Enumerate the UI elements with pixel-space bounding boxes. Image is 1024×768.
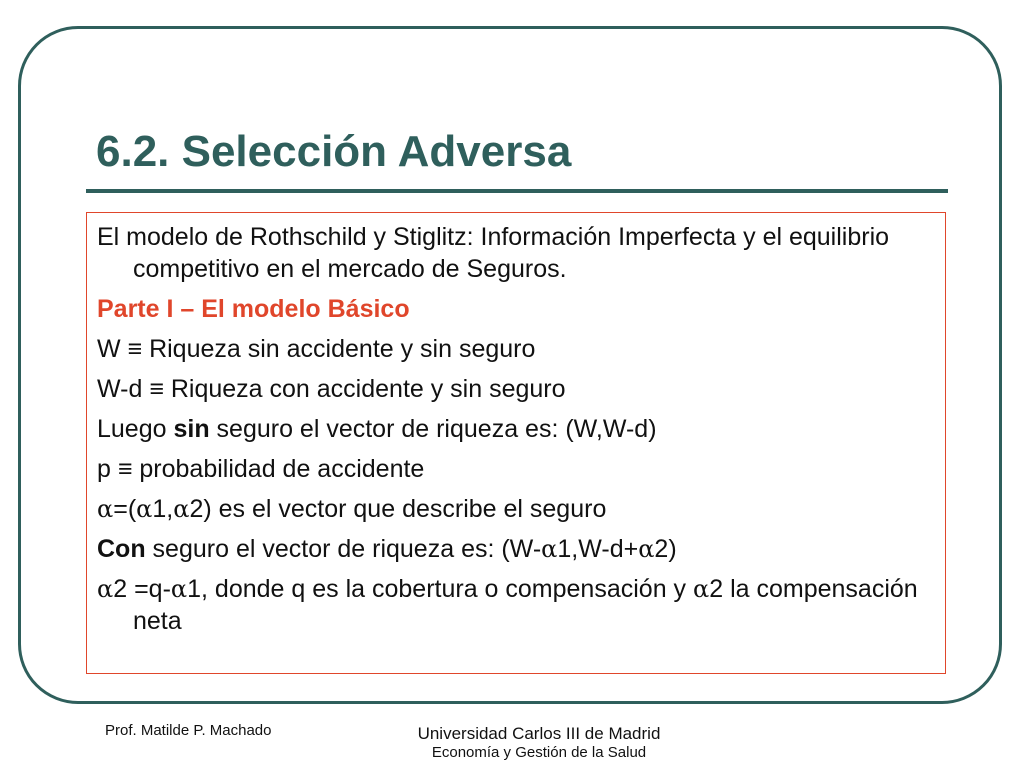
alpha-symbol: α (136, 495, 153, 523)
line-insurance-vector (97, 493, 933, 525)
footer-department: Economía y Gestión de la Salud (431, 744, 647, 761)
text-fragment: 2) (654, 535, 677, 563)
alpha-symbol: α (693, 575, 710, 603)
title-underline (86, 189, 948, 193)
line-wealth-no-accident: W ≡ Riqueza sin accidente y sin seguro (97, 335, 536, 363)
text-fragment: seguro el vector de riqueza es: (W,W-d) (209, 415, 657, 443)
alpha-symbol: α (638, 535, 655, 563)
footer-institution (394, 724, 684, 762)
footer-author: Prof. Matilde P. Machado (105, 722, 272, 739)
alpha-symbol: α (170, 575, 188, 603)
slide-title: 6.2. Selección Adversa (96, 127, 572, 176)
text-fragment: 2 la compensación neta (133, 575, 918, 635)
alpha-symbol: α (541, 535, 558, 563)
text-fragment: Luego (97, 415, 174, 443)
line-vector-without-insurance (97, 413, 933, 445)
bold-word-con: Con (97, 535, 146, 563)
line-vector-with-insurance (97, 533, 933, 565)
text-fragment: =( (113, 495, 137, 523)
alpha-symbol: α (97, 495, 114, 523)
text-fragment: 1,W-d+ (557, 535, 639, 563)
content-box (86, 212, 946, 674)
line-wealth-accident: W-d ≡ Riqueza con accidente y sin seguro (97, 375, 566, 403)
text-fragment: 2 =q- (113, 575, 171, 603)
line-model-intro: El modelo de Rothschild y Stiglitz: Información Imperfecta y el equilibrio competitivo en el mercado de Seguros. (97, 223, 890, 283)
bold-word-sin: sin (173, 415, 210, 443)
text-fragment: 1, (152, 495, 174, 523)
line-net-compensation (97, 573, 933, 637)
footer-university: Universidad Carlos III de Madrid (417, 724, 661, 743)
text-fragment: seguro el vector de riqueza es: (W- (145, 535, 542, 563)
alpha-symbol: α (97, 575, 114, 603)
line-probability: p ≡ probabilidad de accidente (97, 455, 425, 483)
line-part-heading: Parte I – El modelo Básico (97, 295, 410, 323)
alpha-symbol: α (173, 495, 190, 523)
text-fragment: 1, donde q es la cobertura o compensación y (187, 575, 693, 603)
text-fragment: 2) es el vector que describe el seguro (189, 495, 607, 523)
